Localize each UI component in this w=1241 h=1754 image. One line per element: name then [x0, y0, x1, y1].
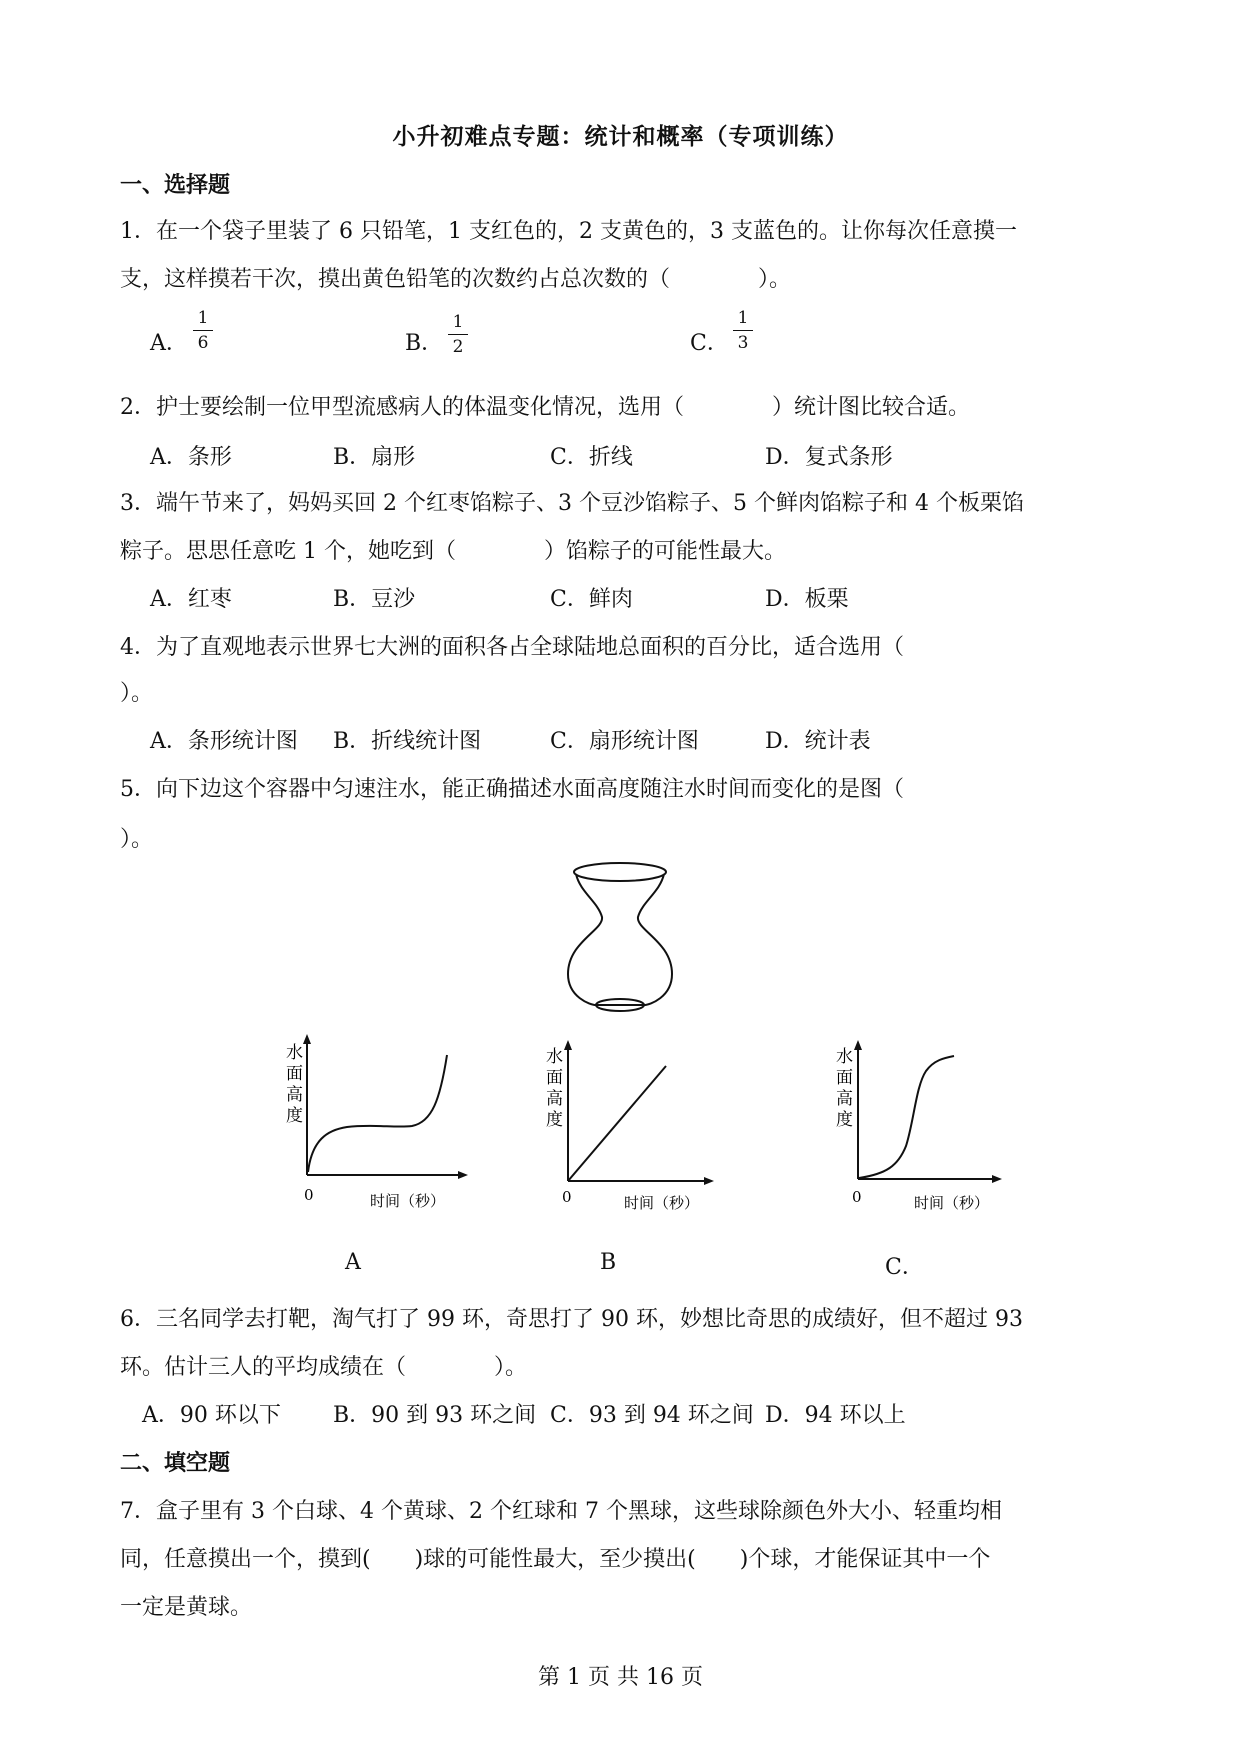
graph-a [272, 1030, 472, 1210]
q4-option-d: D．统计表 [765, 729, 871, 754]
q4-option-c: C．扇形统计图 [550, 729, 699, 754]
graph-b [538, 1036, 718, 1216]
y-axis-label-char: 水 [546, 1047, 563, 1067]
q4-option-b: B．折线统计图 [333, 729, 482, 754]
y-axis-label-char: 面 [836, 1068, 853, 1088]
x-axis-label: 时间（秒） [624, 1194, 700, 1212]
y-axis-label-char: 度 [546, 1110, 563, 1130]
question-3-line-1: 3．端午节来了，妈妈买回 2 个红枣馅粽子、3 个豆沙馅粽子、5 个鲜肉馅粽子和 4 个板栗馅 [120, 491, 1024, 516]
q1-option-c-label: C． [690, 331, 729, 356]
y-axis-label-char: 度 [286, 1106, 303, 1126]
q6-option-a: A．90 环以下 [142, 1403, 281, 1428]
q1-option-b-fraction [448, 312, 468, 357]
q2-option-d: D．复式条形 [765, 445, 893, 470]
fraction-denominator: 3 [737, 333, 749, 353]
q2-option-a: A．条形 [150, 445, 232, 470]
question-5-line-2: ）。 [120, 827, 154, 852]
q1-option-b-label: B． [405, 331, 444, 356]
y-axis-label-char: 水 [836, 1047, 853, 1067]
question-6-line-2: 环。估计三人的平均成绩在（ ）。 [120, 1355, 528, 1380]
q3-option-c: C．鲜肉 [550, 587, 633, 612]
question-7-line-1: 7．盒子里有 3 个白球、4 个黄球、2 个红球和 7 个黑球，这些球除颜色外大小、轻重均相 [120, 1499, 1002, 1524]
graph-b-label: B [600, 1250, 617, 1275]
q3-option-b: B．豆沙 [333, 587, 416, 612]
y-axis-label-char: 高 [836, 1089, 853, 1109]
origin-label: 0 [852, 1188, 862, 1206]
question-4-line-2: ）。 [120, 681, 154, 706]
fraction-denominator: 6 [197, 333, 209, 353]
q1-option-a-fraction [193, 308, 213, 353]
q2-option-c: C．折线 [550, 445, 633, 470]
question-1-line-2: 支，这样摸若干次，摸出黄色铅笔的次数约占总次数的（ ）。 [120, 267, 792, 292]
y-axis-label-char: 面 [546, 1068, 563, 1088]
section-heading-fill: 二、填空题 [120, 1450, 231, 1476]
y-axis-label-char: 水 [286, 1043, 303, 1063]
fraction-numerator: 1 [197, 308, 209, 328]
section-heading-choice: 一、选择题 [120, 172, 231, 198]
question-2-line-1: 2．护士要绘制一位甲型流感病人的体温变化情况，选用（ ）统计图比较合适。 [120, 395, 970, 420]
question-7-line-2: 同，任意摸出一个，摸到( )球的可能性最大，至少摸出( )个球，才能保证其中一个 [120, 1547, 991, 1572]
q1-option-c-fraction [733, 308, 753, 353]
fraction-numerator: 1 [737, 308, 749, 328]
y-axis-label-char: 高 [286, 1085, 303, 1105]
origin-label: 0 [562, 1188, 572, 1206]
question-6-line-1: 6．三名同学去打靶，淘气打了 99 环，奇思打了 90 环，妙想比奇思的成绩好，但不超过 93 [120, 1307, 1023, 1332]
x-axis-label: 时间（秒） [370, 1192, 446, 1210]
y-axis-label-char: 面 [286, 1064, 303, 1084]
x-axis-label: 时间（秒） [914, 1194, 990, 1212]
page-title: 小升初难点专题：统计和概率（专项训练） [392, 123, 849, 150]
y-axis-label-char: 度 [836, 1110, 853, 1130]
q4-option-a: A．条形统计图 [150, 729, 298, 754]
q2-option-b: B．扇形 [333, 445, 416, 470]
origin-label: 0 [304, 1186, 314, 1204]
q6-option-d: D．94 环以上 [765, 1403, 906, 1428]
question-1-line-1: 1．在一个袋子里装了 6 只铅笔，1 支红色的，2 支黄色的，3 支蓝色的。让你每次任意摸一 [120, 219, 1017, 244]
q3-option-d: D．板栗 [765, 587, 849, 612]
question-5-line-1: 5．向下边这个容器中匀速注水，能正确描述水面高度随注水时间而变化的是图（ [120, 777, 904, 802]
q6-option-b: B．90 到 93 环之间 [333, 1403, 537, 1428]
q6-option-c: C．93 到 94 环之间 [550, 1403, 754, 1428]
fraction-numerator: 1 [452, 312, 464, 332]
q3-option-a: A．红枣 [150, 587, 232, 612]
q1-option-a-label: A． [150, 331, 188, 356]
fraction-denominator: 2 [452, 337, 464, 357]
vase-figure [560, 862, 680, 1012]
graph-a-label: A [345, 1250, 361, 1275]
graph-c-label: C． [885, 1255, 924, 1280]
graph-c [826, 1036, 1006, 1216]
question-3-line-2: 粽子。思思任意吃 1 个，她吃到（ ）馅粽子的可能性最大。 [120, 539, 786, 564]
y-axis-label-char: 高 [546, 1089, 563, 1109]
question-7-line-3: 一定是黄球。 [120, 1595, 253, 1620]
page-footer: 第 1 页 共 16 页 [538, 1665, 703, 1690]
question-4-line-1: 4．为了直观地表示世界七大洲的面积各占全球陆地总面积的百分比，适合选用（ [120, 635, 904, 660]
